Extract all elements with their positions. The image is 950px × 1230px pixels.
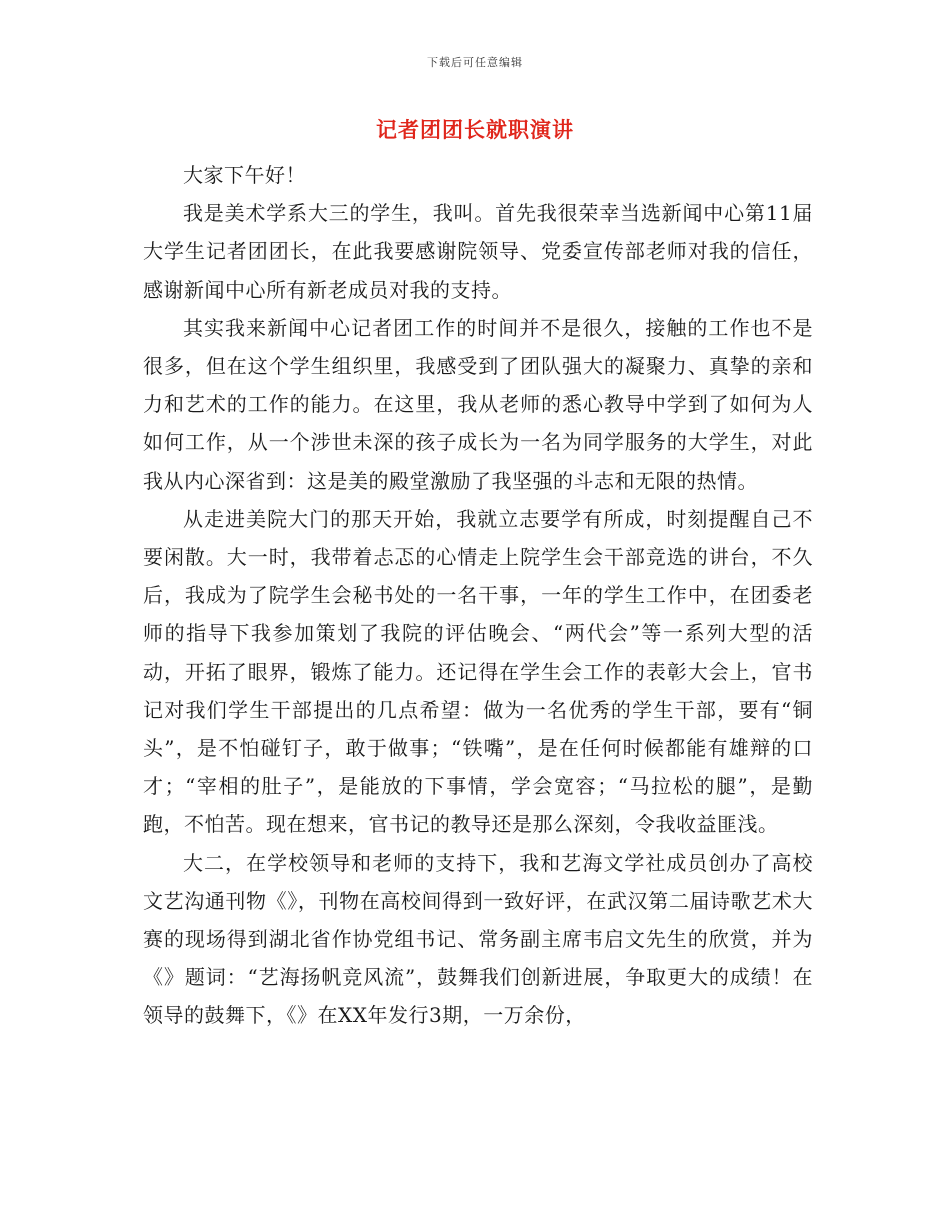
paragraph-greeting: 大家下午好！ bbox=[183, 163, 306, 187]
header-note: 下载后可任意编辑 bbox=[427, 56, 523, 69]
paragraph-experience: 其实我来新闻中心记者团工作的时间并不是很久，接触的工作也不是很多，但在这个学生组织里，我感受到了团队强大的凝聚力、真挚的亲和力和艺术的工作的能力。在这里，我从老师的悉心教导中学到了如何为人如何工作，从一个涉世未深的孩子成长为一名为同学服务的大学生，对此我从内心深省到：这是美的殿堂激励了我坚强的斗志和无限的热情。 bbox=[143, 315, 813, 493]
document-body bbox=[143, 156, 813, 1035]
paragraph-introduction: 我是美术学系大三的学生，我叫。首先我很荣幸当选新闻中心第11届大学生记者团团长，在此我要感谢院领导、党委宣传部老师对我的信任，感谢新闻中心所有新老成员对我的支持。 bbox=[143, 201, 813, 302]
paragraph-first-year: 从走进美院大门的那天开始，我就立志要学有所成，时刻提醒自己不要闲散。大一时，我带着忐忑的心情走上院学生会干部竞选的讲台，不久后，我成为了院学生会秘书处的一名干事，一年的学生工作中，在团委老师的指导下我参加策划了我院的评估晚会、“两代会”等一系列大型的活动，开拓了眼界，锻炼了能力。还记得在学生会工作的表彰大会上，官书记对我们学生干部提出的几点希望：做为一名优秀的学生干部，要有“铜头”，是不怕碰钉子，敢于做事；“铁嘴”，是在任何时候都能有雄辩的口才；“宰相的肚子”，是能放的下事情，学会宽容；“马拉松的腿”，是勤跑，不怕苦。现在想来，官书记的教导还是那么深刻，令我收益匪浅。 bbox=[143, 506, 813, 837]
paragraph-second-year: 大二，在学校领导和老师的支持下，我和艺海文学社成员创办了高校文艺沟通刊物《》，刊物在高校间得到一致好评，在武汉第二届诗歌艺术大赛的现场得到湖北省作协党组书记、常务副主席韦启文先生的欣赏，并为《》题词：“艺海扬帆竞风流”，鼓舞我们创新进展，争取更大的成绩！在领导的鼓舞下，《》在XX年发行3期，一万余份， bbox=[143, 850, 813, 1028]
document-title: 记者团团长就职演讲 bbox=[376, 117, 574, 142]
